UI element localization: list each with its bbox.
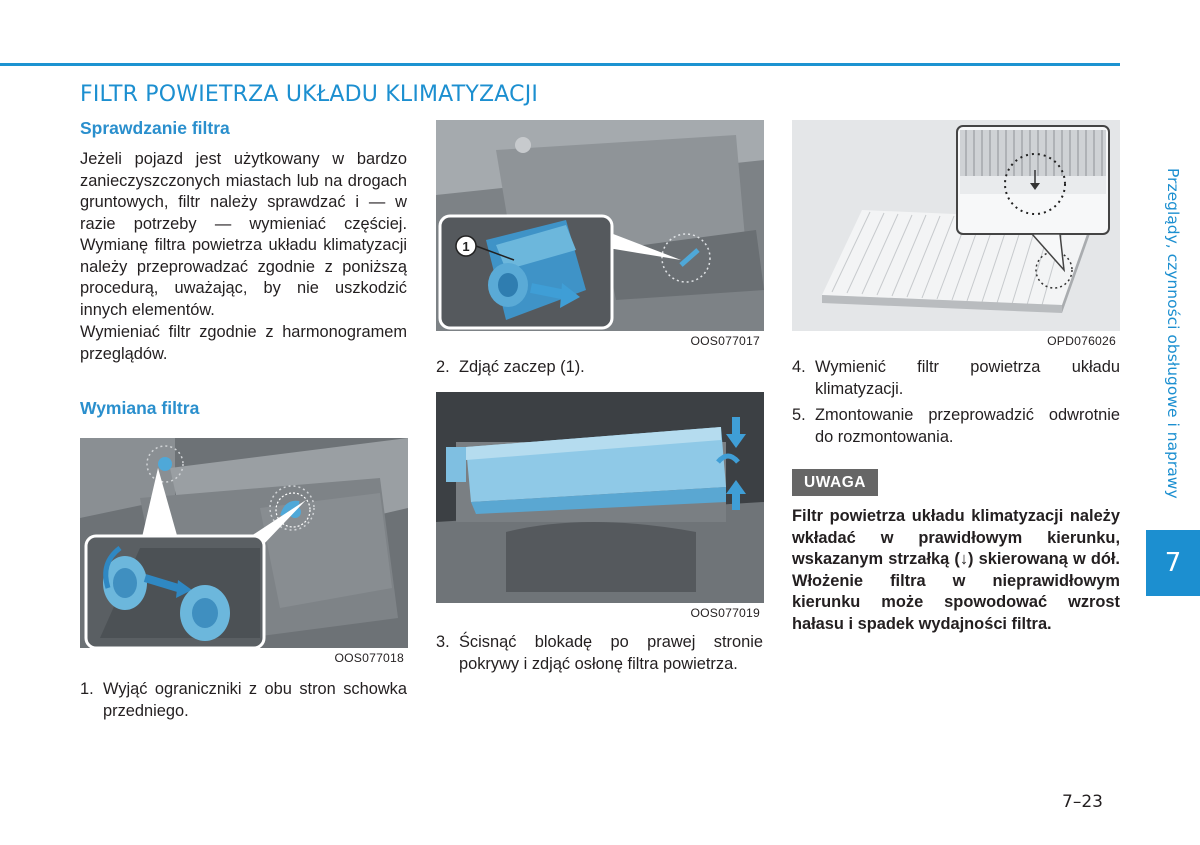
step-2 xyxy=(436,357,763,379)
section-heading-replace: Wymiana filtra xyxy=(80,398,200,418)
step-4 xyxy=(792,357,1120,400)
header-rule xyxy=(0,63,1120,66)
step-3 xyxy=(436,632,763,675)
step-1 xyxy=(80,679,407,722)
step-number: 3. xyxy=(436,633,450,651)
step-5 xyxy=(792,405,1120,448)
step-number: 5. xyxy=(792,406,806,424)
figure-code: OOS077019 xyxy=(690,605,760,620)
figure-caption xyxy=(792,331,1120,350)
step-text: Zdjąć zaczep (1). xyxy=(459,358,585,376)
step-number: 4. xyxy=(792,358,806,376)
figure-clip xyxy=(436,120,764,350)
figure-code: OOS077018 xyxy=(334,650,404,665)
section-heading-check: Sprawdzanie filtra xyxy=(80,118,230,138)
figure-caption xyxy=(436,331,764,350)
figure-caption xyxy=(436,603,764,622)
warning-badge: UWAGA xyxy=(792,469,878,496)
check-paragraph-1: Jeżeli pojazd jest użytkowany w bardzo zanieczyszczonych miastach lub na drogach gruntowych, filtr należy sprawdzać i — w razie potrzeby — wymieniać częściej. Wymianę filtra powietrza układu klimatyzacji należy przeprowadzać zgodnie z poniższą procedurą, uważając, by nie uszkodzić innych elementów. xyxy=(80,150,407,319)
figure-filter-cover xyxy=(436,392,764,622)
page-title: FILTR POWIETRZA UKŁADU KLIMATYZACJI xyxy=(80,82,539,107)
warning-text: Filtr powietrza układu klimatyzacji należy wkładać w prawidłowym kierunku, wskazanym strzałką (↓) skierowaną w dół. Włożenie filtra w nieprawidłowym kierunku może spowodować wzrost hałasu i spadek wydajności filtra. xyxy=(792,507,1120,633)
callout-number: 1 xyxy=(462,239,470,254)
step-number: 2. xyxy=(436,358,450,376)
illustration-clip xyxy=(436,120,764,331)
illustration-glovebox-stoppers xyxy=(80,438,408,648)
check-paragraph-2: Wymieniać filtr zgodnie z harmonogramem przeglądów. xyxy=(80,323,407,363)
step-text: Ścisnąć blokadę po prawej stronie pokrywy i zdjąć osłonę filtra powietrza. xyxy=(459,633,763,673)
step-text: Wymienić filtr powietrza układu klimatyzacji. xyxy=(815,358,1120,398)
figure-code: OPD076026 xyxy=(1047,333,1116,348)
chapter-section-label: Przeglądy, czynności obsługowe i naprawy xyxy=(1164,168,1182,499)
illustration-filter-direction xyxy=(792,120,1120,331)
chapter-tab: 7 xyxy=(1146,530,1200,596)
step-number: 1. xyxy=(80,680,94,698)
figure-code: OOS077017 xyxy=(690,333,760,348)
step-text: Wyjąć ograniczniki z obu stron schowka przedniego. xyxy=(103,680,407,720)
figure-glovebox-stoppers xyxy=(80,438,408,667)
page-number: 7–23 xyxy=(1062,792,1103,812)
illustration-filter-cover xyxy=(436,392,764,603)
figure-caption xyxy=(80,648,408,667)
figure-filter-direction xyxy=(792,120,1120,350)
step-text: Zmontowanie przeprowadzić odwrotnie do rozmontowania. xyxy=(815,406,1120,446)
